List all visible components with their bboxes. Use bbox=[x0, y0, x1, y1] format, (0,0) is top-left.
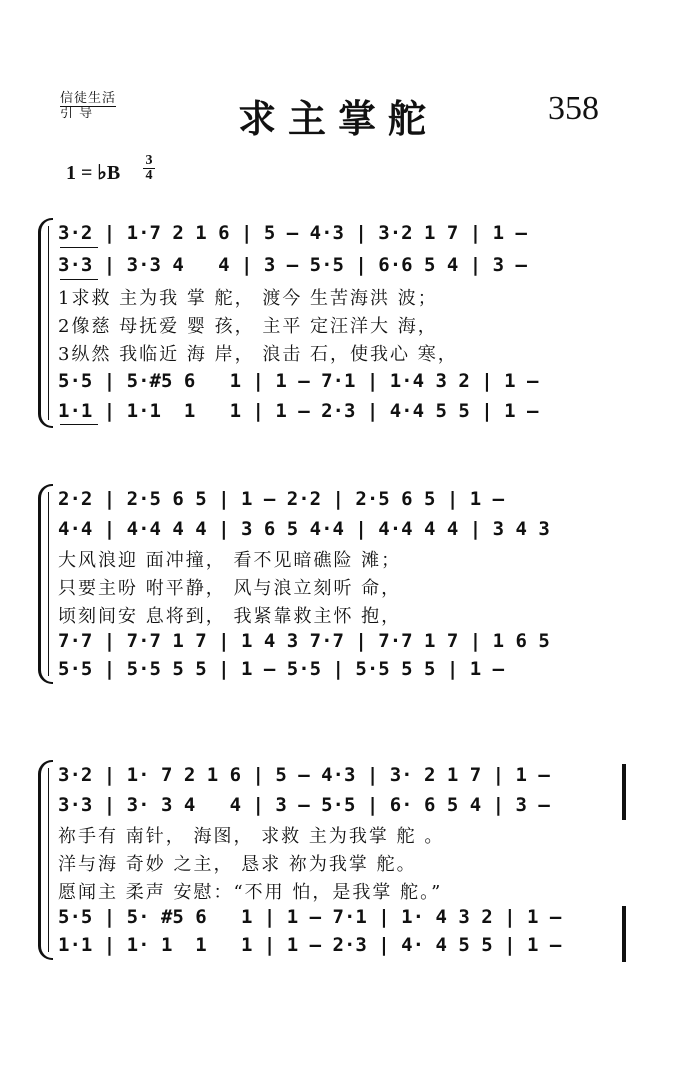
beat-underline bbox=[60, 247, 98, 248]
alto-line: 3·3 | 3· 3 4 4 | 3 – 5·5 | 6· 6 5 4 | 3 – bbox=[58, 794, 550, 816]
system-bracket-line bbox=[48, 768, 49, 952]
lyric-verse-3: 3纵然 我临近 海 岸， 浪击 石，使我心 寒， bbox=[58, 344, 458, 365]
score-system-2 bbox=[38, 484, 678, 684]
soprano-line: 2·2 | 2·5 6 5 | 1 – 2·2 | 2·5 6 5 | 1 – bbox=[58, 488, 505, 510]
bass-line: 5·5 | 5·5 5 5 | 1 – 5·5 | 5·5 5 5 | 1 – bbox=[58, 658, 505, 680]
system-bracket bbox=[38, 218, 53, 428]
lyric-verse-3: 顷刻间安 息将到， 我紧靠救主怀 抱， bbox=[58, 606, 402, 627]
lyric-verse-2: 洋与海 奇妙 之主， 恳求 祢为我掌 舵。 bbox=[58, 854, 417, 875]
source-line-1: 信徒生活 bbox=[60, 91, 117, 106]
final-barline bbox=[622, 906, 626, 962]
lyric-verse-3: 愿闻主 柔声 安慰：“不用 怕，是我掌 舵。” bbox=[58, 882, 443, 903]
bass-line: 1·1 | 1· 1 1 1 | 1 – 2·3 | 4· 4 5 5 | 1 – bbox=[58, 934, 562, 956]
time-signature-top: 3 bbox=[143, 154, 155, 169]
system-bracket bbox=[38, 484, 53, 684]
lyric-verse-2: 2像慈 母抚爱 婴 孩， 主平 定汪洋大 海， bbox=[58, 316, 438, 337]
key-signature: 1 = ♭B bbox=[66, 162, 121, 184]
soprano-line: 3·2 | 1· 7 2 1 6 | 5 – 4·3 | 3· 2 1 7 | 1 – bbox=[58, 764, 550, 786]
tenor-line: 5·5 | 5·#5 6 1 | 1 – 7·1 | 1·4 3 2 | 1 – bbox=[58, 370, 539, 392]
tenor-line: 7·7 | 7·7 1 7 | 1 4 3 7·7 | 7·7 1 7 | 1 6 5 bbox=[58, 630, 550, 652]
soprano-line: 3·2 | 1·7 2 1 6 | 5 – 4·3 | 3·2 1 7 | 1 – bbox=[58, 222, 527, 244]
lyric-verse-1: 祢手有 南针， 海图， 求救 主为我掌 舵 。 bbox=[58, 826, 445, 847]
bass-line: 1·1 | 1·1 1 1 | 1 – 2·3 | 4·4 5 5 | 1 – bbox=[58, 400, 539, 422]
score-system-3 bbox=[38, 760, 678, 960]
score-system-1 bbox=[38, 218, 678, 428]
system-bracket bbox=[38, 760, 53, 960]
final-barline bbox=[622, 764, 626, 820]
beat-underline bbox=[60, 279, 98, 280]
beat-underline bbox=[60, 424, 98, 425]
hymn-title: 求主掌舵 bbox=[238, 96, 439, 141]
lyric-verse-2: 只要主吩 咐平静， 风与浪立刻听 命， bbox=[58, 578, 402, 599]
hymn-number: 358 bbox=[548, 90, 599, 127]
source-label bbox=[60, 92, 116, 121]
system-bracket-line bbox=[48, 226, 49, 420]
system-bracket-line bbox=[48, 492, 49, 676]
alto-line: 3·3 | 3·3 4 4 | 3 – 5·5 | 6·6 5 4 | 3 – bbox=[58, 254, 527, 276]
alto-line: 4·4 | 4·4 4 4 | 3 6 5 4·4 | 4·4 4 4 | 3 4 3 bbox=[58, 518, 550, 540]
source-line-2: 引 导 bbox=[60, 106, 94, 121]
lyric-verse-1: 大风浪迎 面冲撞， 看不见暗礁险 滩； bbox=[58, 550, 402, 571]
time-signature-bottom: 4 bbox=[145, 168, 153, 183]
time-signature bbox=[143, 154, 155, 183]
tenor-line: 5·5 | 5· #5 6 1 | 1 – 7·1 | 1· 4 3 2 | 1 – bbox=[58, 906, 562, 928]
lyric-verse-1: 1求救 主为我 掌 舵， 渡今 生苦海洪 波； bbox=[58, 288, 438, 309]
